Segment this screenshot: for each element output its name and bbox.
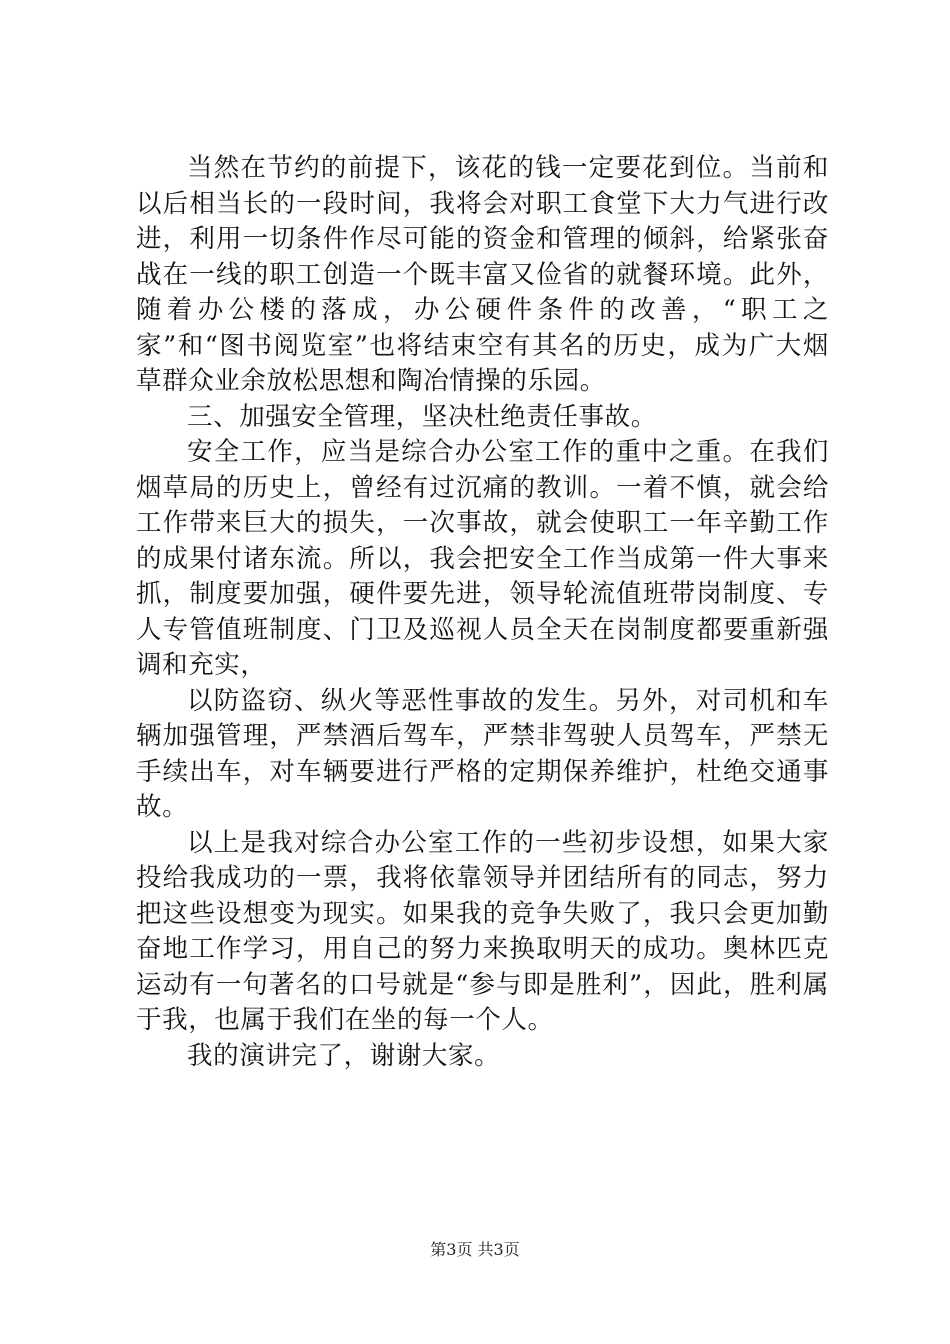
- page-footer: 第3页 共3页: [430, 1240, 520, 1259]
- paragraph-vehicles: 以防盗窃、纵火等恶性事故的发生。另外，对司机和车辆加强管理，严禁酒后驾车，严禁非驾驶人员驾车，严禁无手续出车，对车辆要进行严格的定期保养维护，杜绝交通事故。: [136, 685, 829, 822]
- document-body: [136, 151, 829, 1074]
- paragraph-canteen: 当然在节约的前提下，该花的钱一定要花到位。当前和以后相当长的一段时间，我将会对职工食堂下大力气进行改进，利用一切条件作尽可能的资金和管理的倾斜，给紧张奋战在一线的职工创造一个既丰富又俭省的就餐环境。此外，随着办公楼的落成，办公硬件条件的改善，“职工之家”和“图书阅览室”也将结束空有其名的历史，成为广大烟草群众业余放松思想和陶冶情操的乐园。: [136, 153, 829, 396]
- paragraph-conclusion: 以上是我对综合办公室工作的一些初步设想，如果大家投给我成功的一票，我将依靠领导并团结所有的同志，努力把这些设想变为现实。如果我的竞争失败了，我只会更加勤奋地工作学习，用自己的努力来换取明天的成功。奥林匹克运动有一句著名的口号就是“参与即是胜利”，因此，胜利属于我，也属于我们在坐的每一个人。: [136, 827, 829, 1035]
- paragraph-safety: 安全工作，应当是综合办公室工作的重中之重。在我们烟草局的历史上，曾经有过沉痛的教训。一着不慎，就会给工作带来巨大的损失，一次事故，就会使职工一年辛勤工作的成果付诸东流。所以，我会把安全工作当成第一件大事来抓，制度要加强，硬件要先进，领导轮流值班带岗制度、专人专管值班制度、门卫及巡视人员全天在岗制度都要重新强调和充实，: [136, 437, 829, 680]
- paragraph-closing: 我的演讲完了，谢谢大家。: [187, 1040, 501, 1071]
- section-heading-safety: 三、加强安全管理，坚决杜绝责任事故。: [187, 401, 657, 432]
